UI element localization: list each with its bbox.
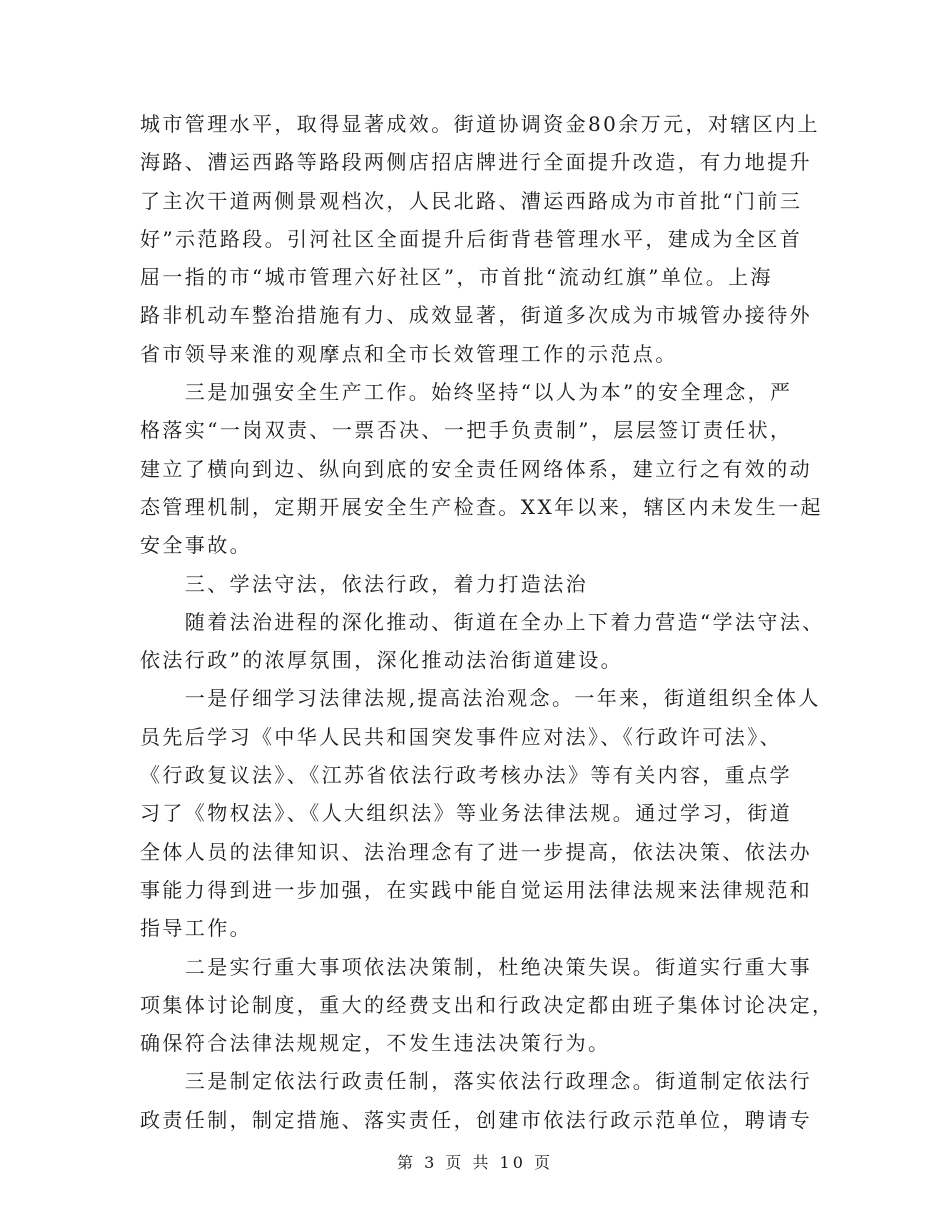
text-line: 建立了横向到边、纵向到底的安全责任网络体系，建立行之有效的动	[140, 456, 812, 481]
text-line: 一是仔细学习法律法规,提高法治观念。一年来，街道组织全体人	[140, 686, 821, 711]
body-text	[140, 105, 835, 1139]
text-line: 了主次干道两侧景观档次，人民北路、漕运西路成为市首批“门前三	[140, 188, 803, 213]
text-line: 随着法治进程的深化推动、街道在全办上下着力营造“学法守法、	[140, 609, 825, 634]
text-line: 习了《物权法》、《人大组织法》等业务法律法规。通过学习，街道	[140, 801, 792, 826]
text-line: 依法行政”的浓厚氛围，深化推动法治街道建设。	[140, 648, 624, 673]
text-line: 海路、漕运西路等路段两侧店招店牌进行全面提升改造，有力地提升	[140, 150, 812, 175]
text-line: 全体人员的法律知识、法治理念有了进一步提高，依法决策、依法办	[140, 839, 812, 864]
text-line: 路非机动车整治措施有力、成效显著，街道多次成为市城管办接待外	[140, 303, 812, 328]
text-line: 项集体讨论制度，重大的经费支出和行政决定都由班子集体讨论决定，	[140, 992, 835, 1017]
text-line: 《行政复议法》、《江苏省依法行政考核办法》等有关内容，重点学	[140, 763, 792, 788]
text-line: 二是实行重大事项依法决策制，杜绝决策失误。街道实行重大事	[140, 954, 812, 979]
text-line: 省市领导来淮的观摩点和全市长效管理工作的示范点。	[140, 341, 678, 366]
text-line: 安全事故。	[140, 533, 252, 558]
text-line: 三是加强安全生产工作。始终坚持“以人为本”的安全理念，严	[140, 380, 793, 405]
text-line: 指导工作。	[140, 916, 252, 941]
text-line: 政责任制，制定措施、落实责任，创建市依法行政示范单位，聘请专	[140, 1107, 812, 1132]
text-line: 城市管理水平，取得显著成效。街道协调资金80余万元，对辖区内上	[140, 112, 820, 136]
text-line: 好”示范路段。引河社区全面提升后街背巷管理水平，建成为全区首	[140, 226, 803, 251]
page-footer: 第 3 页 共 10 页	[397, 1153, 553, 1172]
text-line: 三、学法守法，依法行政，着力打造法治	[140, 571, 588, 596]
text-line: 确保符合法律法规规定，不发生违法决策行为。	[140, 1031, 611, 1056]
text-line: 格落实“一岗双责、一票否决、一把手负责制”，层层签订责任状，	[140, 418, 793, 443]
text-line: 屈一指的市“城市管理六好社区”，市首批“流动红旗”单位。上海	[140, 265, 773, 290]
text-line: 事能力得到进一步加强，在实践中能自觉运用法律法规来法律规范和	[140, 877, 812, 902]
text-line: 态管理机制，定期开展安全生产检查。XX年以来，辖区内未发生一起	[140, 494, 823, 519]
text-line: 员先后学习《中华人民共和国突发事件应对法》、《行政许可法》、	[140, 724, 782, 749]
text-line: 三是制定依法行政责任制，落实依法行政理念。街道制定依法行	[140, 1069, 812, 1094]
